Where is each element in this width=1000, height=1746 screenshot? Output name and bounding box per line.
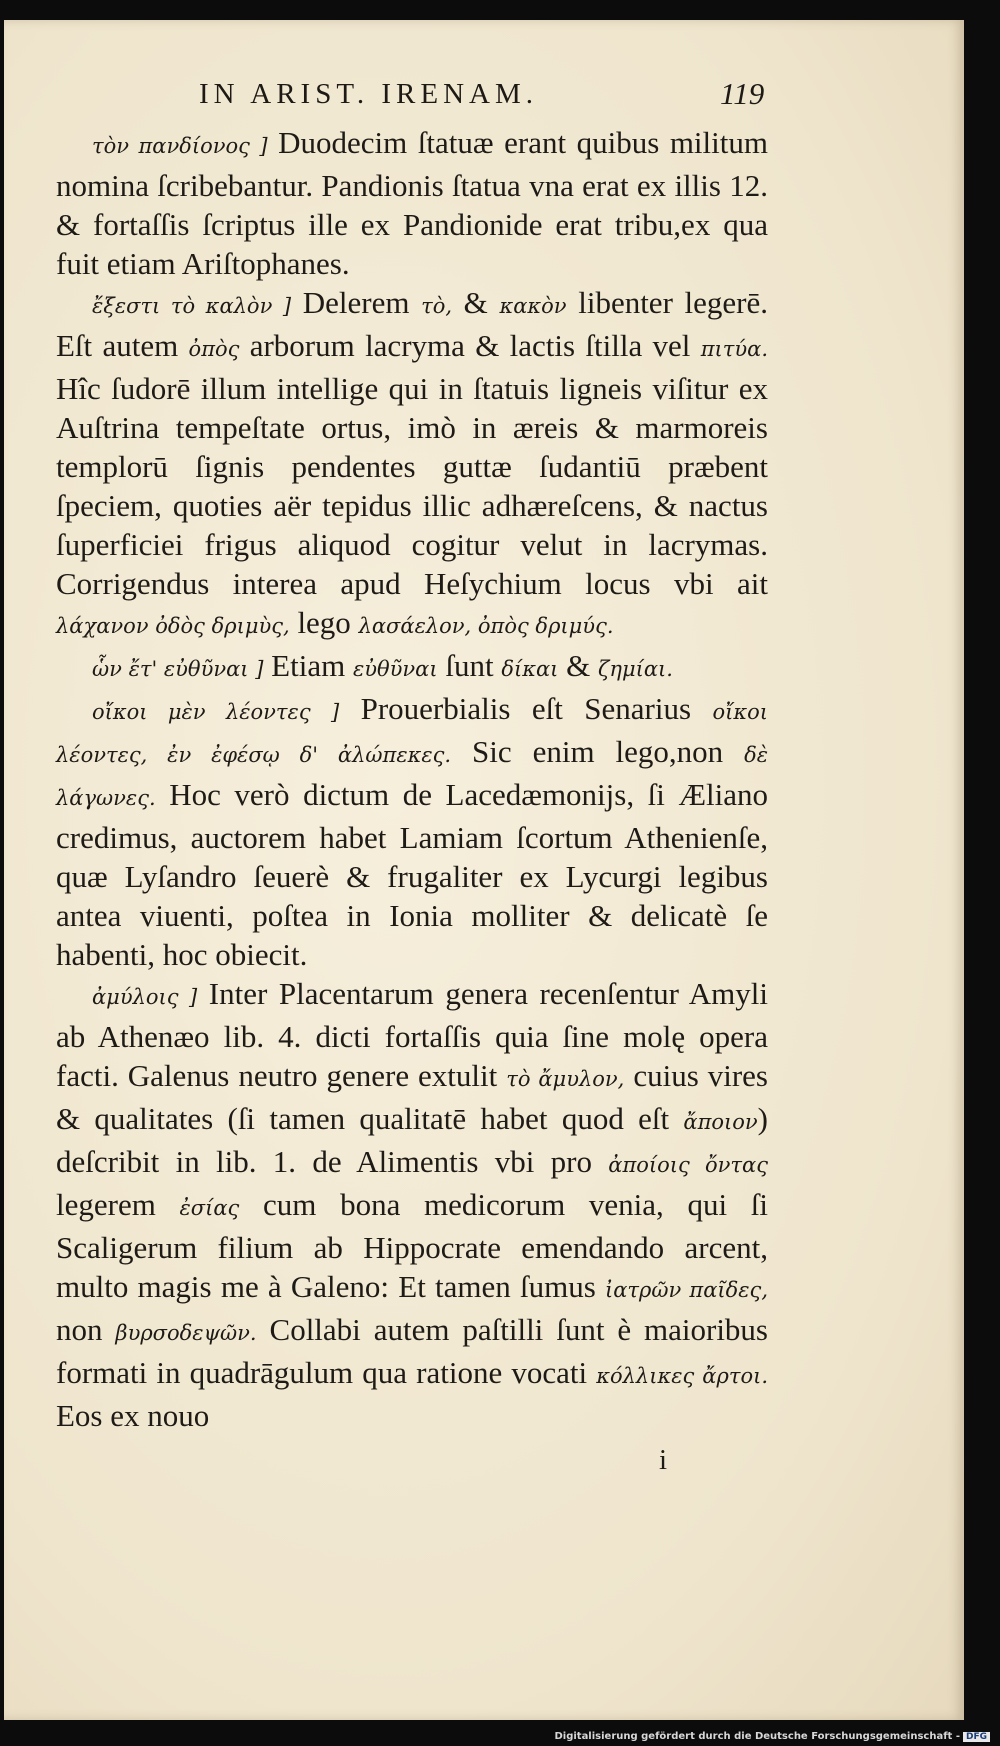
greek-word: βυρσοδεψῶν. <box>115 1321 257 1345</box>
commentary-paragraph <box>56 283 768 646</box>
latin-text: Delerem <box>291 285 422 320</box>
commentary-paragraph <box>56 689 768 974</box>
lemma-greek: τὸν πανδίονος ] <box>92 134 268 158</box>
greek-word: ζημίαι. <box>598 657 673 681</box>
latin-text: legerem <box>56 1187 180 1222</box>
latin-text: Inter Placentarum genera recenſentur Amyli ab Athenæo lib. 4. dicti fortaſſis quia ſine molę opera facti. Galenus neutro genere extulit <box>56 976 768 1093</box>
greek-word: λασάελον, ὀπὸς δριμύς. <box>358 614 614 638</box>
lemma-greek: ἔξεστι τὸ καλὸν ] <box>92 294 292 318</box>
latin-text: & <box>452 285 500 320</box>
folio-number: 119 <box>720 76 765 111</box>
latin-text: ) deſcribit in lib. 1. de Alimentis vbi pro <box>56 1101 768 1179</box>
running-title: IN ARIST. IRENAM. <box>199 78 539 110</box>
greek-word: πιτύα. <box>700 337 768 361</box>
greek-word: ἰατρῶν παῖδες, <box>605 1278 768 1302</box>
latin-text: Collabi autem paſtilli ſunt è maioribus formati in quadrāgulum qua ratione vocati <box>56 1312 768 1390</box>
commentary-paragraph <box>56 646 768 689</box>
lemma-greek: ὧν ἔτ' εὐθῦναι ] <box>92 657 264 681</box>
latin-text: Hîc ſudorē illum intellige qui in ſtatuis ligneis viſitur ex Auſtrina tempeſtate ortus, imò in æreis & marmoreis templorū ſignis pendentes guttæ ſudantiū præbent ſpeciem, quoties aër tepidus illic adhæreſcens, & nactus ſuperficiei frigus aliquod cogitur velut in lacrymas. Corrigendus interea apud Heſychium locus vbi ait <box>56 371 768 601</box>
greek-word: οἴκοι λέοντες, ἐν ἐφέσῳ δ' ἀλώπεκες. <box>56 700 768 767</box>
book-page <box>4 20 964 1720</box>
greek-word: κακὸν <box>499 294 567 318</box>
latin-text: Hoc verò dictum de Lacedæmonijs, ſi Æliano credimus, auctorem habet Lamiam ſcortum Athenienſe, quæ Lyſandro ſeuerè & frugaliter ex Lycurgi legibus antea viuenti, poſtea in Ionia molliter & delicatè ſe habenti, hoc obiecit. <box>56 777 768 972</box>
latin-text: non <box>56 1312 116 1347</box>
greek-word: τὸ, <box>421 294 453 318</box>
greek-word: ἀποίοις ὄντας <box>608 1153 768 1177</box>
latin-text: Prouerbialis eſt Senarius <box>339 691 713 726</box>
greek-word: τὸ ἄμυλον, <box>506 1067 625 1091</box>
commentary-paragraph <box>56 123 768 283</box>
greek-word: εὐθῦναι <box>352 657 438 681</box>
greek-word: δίκαι <box>501 657 559 681</box>
greek-word: κόλλικες ἄρτοι. <box>596 1364 768 1388</box>
latin-text: cuius vires & qualitates (ſi tamen qualitatē habet quod eſt <box>56 1058 768 1136</box>
greek-word: ἐσίας <box>179 1196 240 1220</box>
lemma-greek: ἀμύλοις ] <box>92 985 198 1009</box>
latin-text: libenter legerē. Eſt autem <box>56 285 768 363</box>
latin-text: & <box>558 648 599 683</box>
signature-mark: i <box>659 1444 668 1476</box>
greek-word: λάχανον ὀδὸς δριμὺς, <box>56 614 290 638</box>
latin-text: cum bona medicorum venia, qui ſi Scaligerum filium ab Hippocrate emendando arcent, multo magis me à Galeno: Et tamen ſumus <box>56 1187 769 1304</box>
latin-text: Eos ex nouo <box>56 1398 210 1433</box>
latin-text: ſunt <box>437 648 502 683</box>
dfg-logo: DFG <box>963 1732 990 1742</box>
greek-word: δὲ λάγωνες. <box>56 743 768 810</box>
commentary-text <box>56 123 768 1435</box>
greek-word: ὀπὸς <box>188 337 240 361</box>
latin-text: Etiam <box>263 648 353 683</box>
latin-text: lego <box>289 605 359 640</box>
digitization-credit <box>554 1731 990 1742</box>
lemma-greek: οἴκοι μὲν λέοντες ] <box>92 700 340 724</box>
greek-word: ἄποιον <box>683 1110 758 1134</box>
latin-text: Duodecim ſtatuæ erant quibus militum nomina ſcribebantur. Pandionis ſtatua vna erat ex illis 12. & fortaſſis ſcriptus ille ex Pandionide erat tribu,ex qua fuit etiam Ariſtophanes. <box>56 125 768 281</box>
credit-text: Digitalisierung gefördert durch die Deutsche Forschungsgemeinschaft - <box>554 1731 960 1742</box>
latin-text: arborum lacryma & lactis ſtilla vel <box>239 328 701 363</box>
latin-text: Sic enim lego,non <box>451 734 745 769</box>
commentary-paragraph <box>56 974 768 1435</box>
